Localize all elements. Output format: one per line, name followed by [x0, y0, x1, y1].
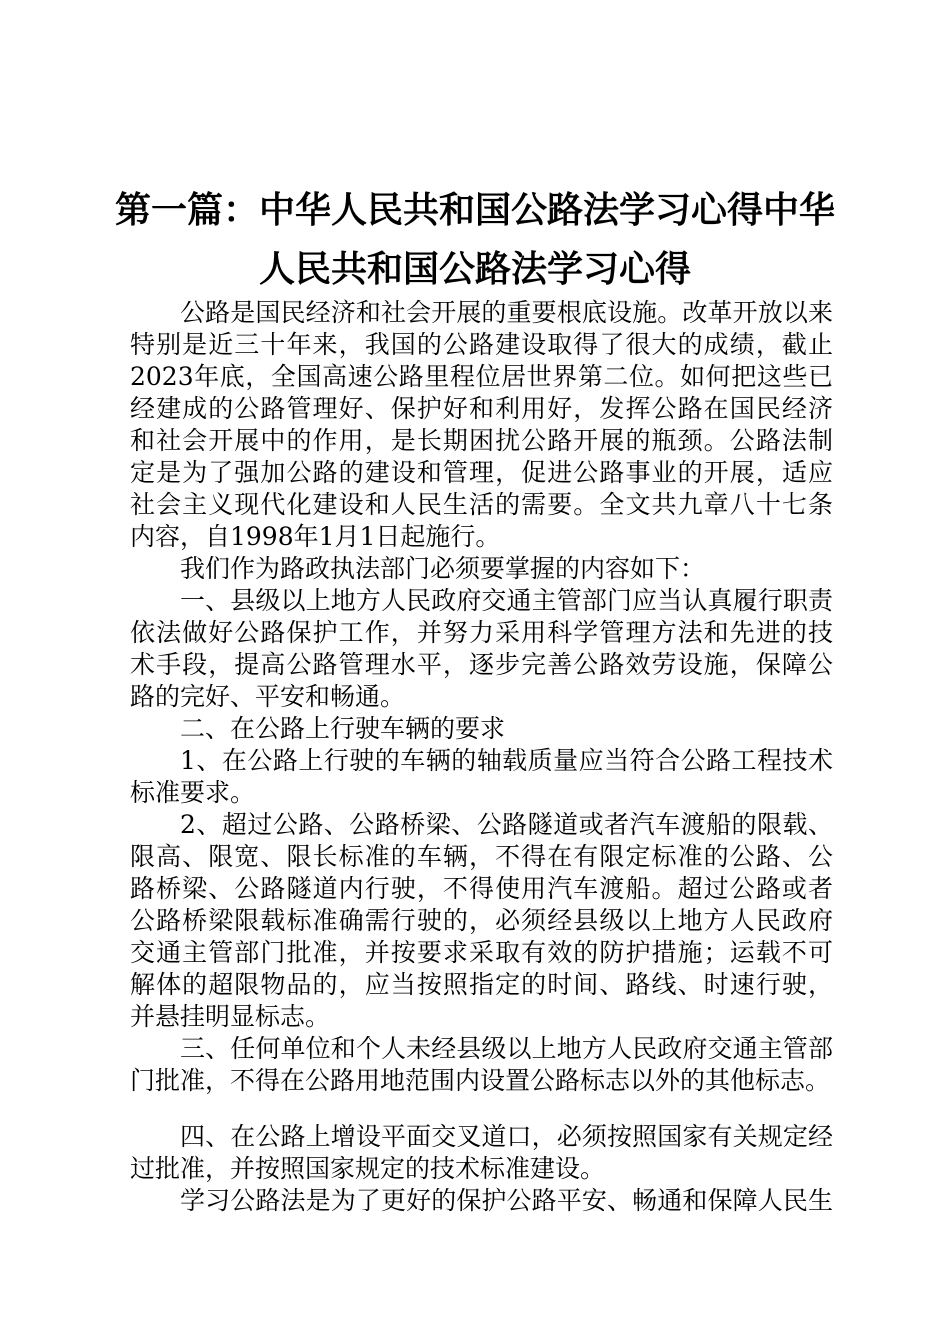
document-title-line-1: 第一篇：中华人民共和国公路法学习心得中华: [114, 190, 835, 231]
body-line: 一、县级以上地方人民政府交通主管部门应当认真履行职责: [180, 586, 833, 615]
body-line: 公路桥梁限载标准确需行驶的，必须经县级以上地方人民政府: [130, 906, 833, 935]
body-line: 路的完好、平安和畅通。: [130, 682, 406, 711]
body-line: 四、在公路上增设平面交叉道口，必须按照国家有关规定经: [180, 1122, 833, 1151]
body-line: 和社会开展中的作用，是长期困扰公路开展的瓶颈。公路法制: [130, 426, 833, 455]
body-line: 并悬挂明显标志。: [130, 1002, 331, 1031]
body-line: 社会主义现代化建设和人民生活的需要。全文共九章八十七条: [130, 490, 833, 519]
body-line: 公路是国民经济和社会开展的重要根底设施。改革开放以来: [180, 298, 833, 327]
body-line: 限高、限宽、限长标准的车辆，不得在有限定标准的公路、公: [130, 842, 833, 871]
body-line: 1、在公路上行驶的车辆的轴载质量应当符合公路工程技术: [180, 746, 833, 775]
body-line: 解体的超限物品的，应当按照指定的时间、路线、时速行驶，: [130, 970, 833, 999]
body-line: 内容，自1998年1月1日起施行。: [130, 522, 501, 551]
body-line: 术手段，提高公路管理水平，逐步完善公路效劳设施，保障公: [130, 650, 833, 679]
body-line: 特别是近三十年来，我国的公路建设取得了很大的成绩，截止: [130, 330, 833, 359]
body-line: 交通主管部门批准，并按要求采取有效的防护措施；运载不可: [130, 938, 833, 967]
body-line: 过批准，并按照国家规定的技术标准建设。: [130, 1154, 606, 1183]
body-line: 依法做好公路保护工作，并努力采用科学管理方法和先进的技: [130, 618, 833, 647]
body-line: 定是为了强加公路的建设和管理，促进公路事业的开展，适应: [130, 458, 833, 487]
body-line: 三、任何单位和个人未经县级以上地方人民政府交通主管部: [180, 1034, 833, 1063]
body-line: 门批准，不得在公路用地范围内设置公路标志以外的其他标志。: [130, 1066, 831, 1095]
body-line: 二、在公路上行驶车辆的要求: [180, 714, 506, 743]
body-line: 2、超过公路、公路桥梁、公路隧道或者汽车渡船的限载、: [180, 810, 833, 839]
body-line: 标准要求。: [130, 778, 256, 807]
body-line: 学习公路法是为了更好的保护公路平安、畅通和保障人民生: [180, 1186, 833, 1215]
body-line: 我们作为路政执法部门必须要掌握的内容如下：: [180, 554, 706, 583]
body-line: 路桥梁、公路隧道内行驶，不得使用汽车渡船。超过公路或者: [130, 874, 833, 903]
body-line: 经建成的公路管理好、保护好和利用好，发挥公路在国民经济: [130, 394, 833, 423]
body-line: 2023年底，全国高速公路里程位居世界第二位。如何把这些已: [130, 362, 833, 391]
document-title-line-2: 人民共和国公路法学习心得: [258, 249, 691, 290]
